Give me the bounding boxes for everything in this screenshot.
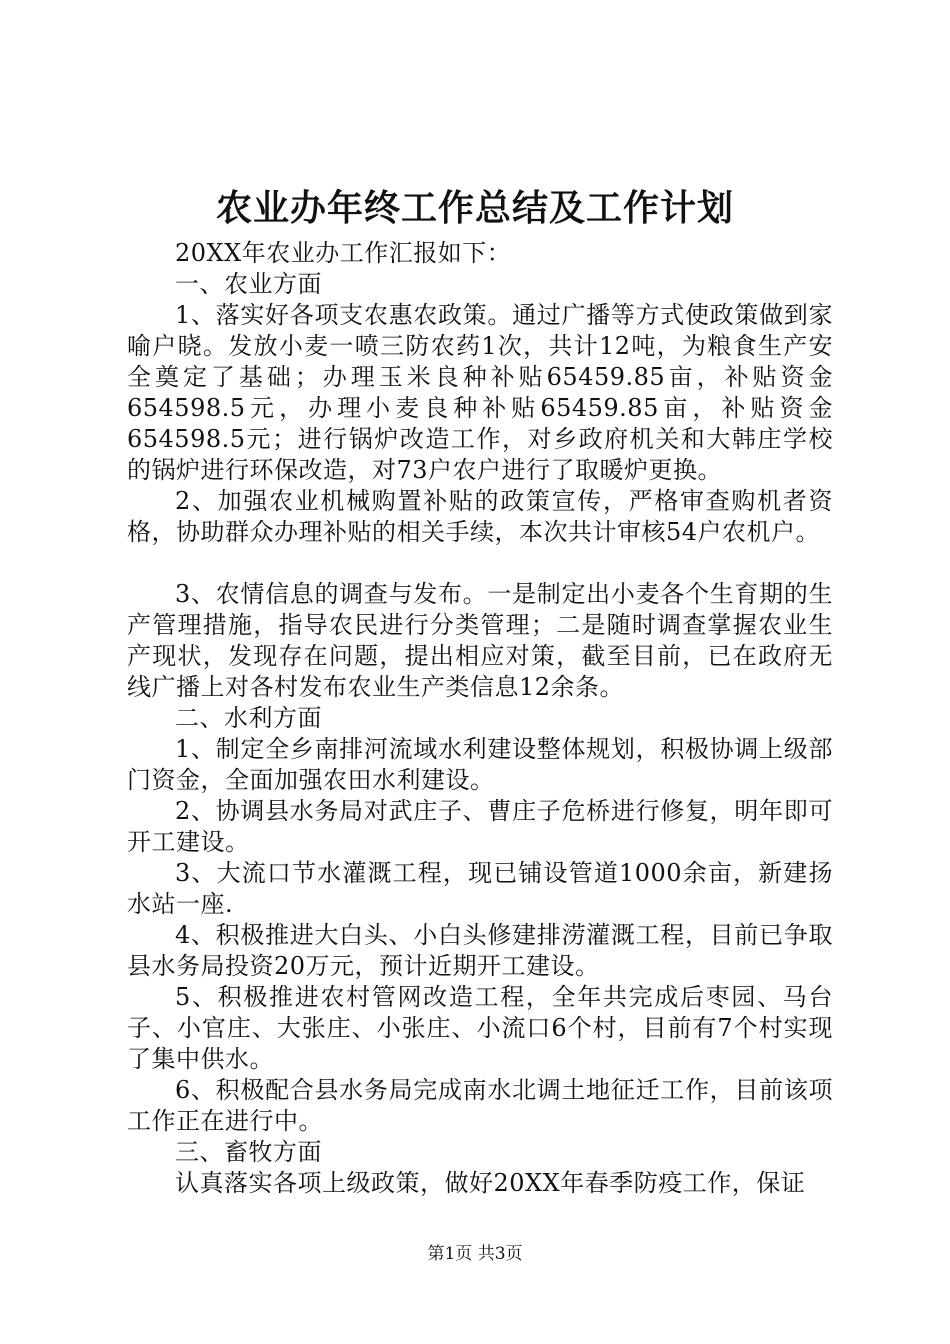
paragraph: 认真落实各项上级政策，做好20XX年春季防疫工作，保证 — [175, 1169, 806, 1197]
intro-line: 20XX年农业办工作汇报如下： — [175, 239, 512, 267]
paragraph-gap — [127, 548, 833, 579]
paragraph: 2、加强农业机械购置补贴的政策宣传，严格审查购机者资格，协助群众办理补贴的相关手续，本次共计审核54户农机户。 — [127, 487, 833, 546]
section-heading-agriculture: 一、农业方面 — [175, 270, 322, 298]
paragraph: 1、制定全乡南排河流域水利建设整体规划，积极协调上级部门资金，全面加强农田水利建设。 — [127, 735, 833, 794]
section-heading-water: 二、水利方面 — [175, 704, 322, 732]
document-body — [127, 238, 833, 1199]
paragraph: 6、积极配合县水务局完成南水北调土地征迁工作，目前该项工作正在进行中。 — [127, 1076, 833, 1135]
section-heading-livestock: 三、畜牧方面 — [175, 1138, 322, 1166]
paragraph: 4、积极推进大白头、小白头修建排涝灌溉工程，目前已争取县水务局投资20万元，预计近期开工建设。 — [127, 921, 833, 980]
paragraph: 3、大流口节水灌溉工程，现已铺设管道1000余亩，新建扬水站一座. — [127, 859, 833, 918]
paragraph: 2、协调县水务局对武庄子、曹庄子危桥进行修复，明年即可开工建设。 — [127, 797, 833, 856]
paragraph: 1、落实好各项支农惠农政策。通过广播等方式使政策做到家喻户晓。发放小麦一喷三防农药1次，共计12吨，为粮食生产安全奠定了基础；办理玉米良种补贴65459.85亩，补贴资金654598.5元，办理小麦良种补贴65459.85亩，补贴资金654598.5元；进行锅炉改造工作，对乡政府机关和大韩庄学校的锅炉进行环保改造，对73户农户进行了取暖炉更换。 — [127, 301, 833, 484]
document-title: 农业办年终工作总结及工作计划 — [215, 187, 734, 229]
page-footer: 第1页 共3页 — [427, 1244, 523, 1264]
paragraph: 3、农情信息的调查与发布。一是制定出小麦各个生育期的生产管理措施，指导农民进行分类管理；二是随时调查掌握农业生产现状，发现存在问题，提出相应对策，截至目前，已在政府无线广播上对各村发布农业生产类信息12余条。 — [127, 580, 833, 701]
paragraph: 5、积极推进农村管网改造工程，全年共完成后枣园、马台子、小官庄、大张庄、小张庄、小流口6个村，目前有7个村实现了集中供水。 — [127, 983, 833, 1073]
